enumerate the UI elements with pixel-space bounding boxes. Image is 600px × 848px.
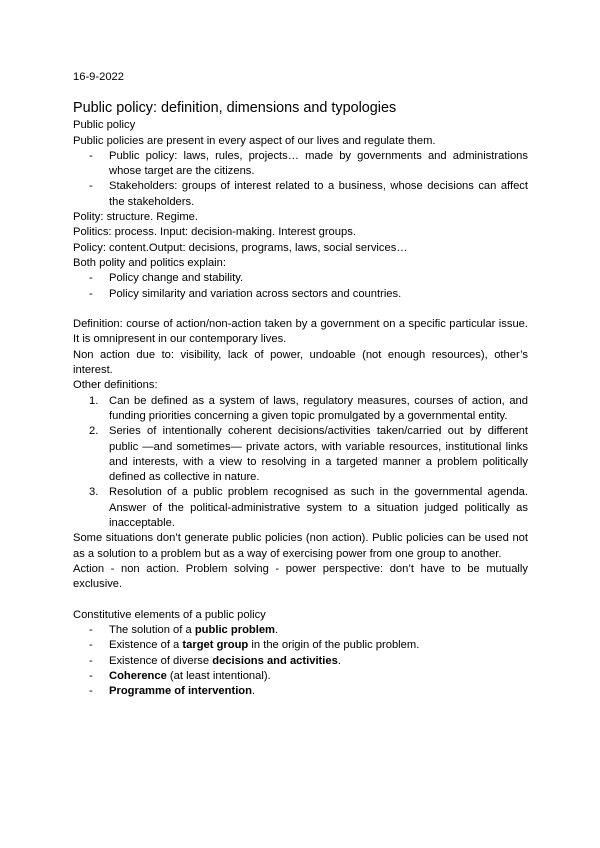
list-number: 2. xyxy=(89,425,99,438)
list-item-text: Policy change and stability. xyxy=(109,272,244,285)
list-item xyxy=(73,638,528,653)
paragraph: Polity: structure. Regime. xyxy=(73,211,198,224)
list-item-text: . xyxy=(251,685,256,698)
list-item xyxy=(73,684,528,699)
list-item xyxy=(73,179,528,210)
list-item xyxy=(73,149,528,180)
bullet-marker: - xyxy=(89,149,93,162)
document-content xyxy=(73,70,528,700)
list-item-emphasis: Programme of intervention xyxy=(109,685,252,698)
list-item xyxy=(73,271,528,286)
list-item xyxy=(73,424,528,485)
list-item xyxy=(73,623,528,638)
list-item-text: Existence of diverse xyxy=(109,654,213,667)
paragraph: Other definitions: xyxy=(73,379,158,392)
bullet-list xyxy=(73,271,528,302)
list-item-text: Resolution of a public problem recognised as such in the governmental agenda. Answer of the political-administrative system to a situation judged politically as inacceptable. xyxy=(109,486,528,530)
list-item-text: Stakeholders: groups of interest related to a business, whose decisions can affect the stakeholders. xyxy=(109,180,528,208)
list-number: 1. xyxy=(89,394,99,407)
spacer xyxy=(73,302,528,317)
bullet-marker: - xyxy=(89,685,93,698)
list-item-emphasis: decisions and activities xyxy=(212,654,338,667)
date: 16-9-2022 xyxy=(73,71,125,83)
bullet-marker: - xyxy=(89,180,93,193)
list-number: 3. xyxy=(89,486,99,499)
paragraph: Definition: course of action/non-action taken by a government on a specific particular issue. It is omnipresent in our contemporary lives. xyxy=(73,318,528,346)
bullet-marker: - xyxy=(89,287,93,300)
list-item-text: . xyxy=(337,654,341,667)
spacer xyxy=(73,593,528,608)
paragraph: Non action due to: visibility, lack of power, undoable (not enough resources), other’s interest. xyxy=(73,348,528,377)
list-item xyxy=(73,669,528,684)
list-item-text: Policy similarity and variation across sectors and countries. xyxy=(109,287,402,300)
bullet-marker: - xyxy=(89,669,93,682)
section-heading: Public policy xyxy=(73,119,136,132)
list-item-text: The solution of a xyxy=(109,624,195,637)
paragraph: Action - non action. Problem solving - power perspective: don’t have to be mutually exclusive. xyxy=(73,562,528,591)
bullet-marker: - xyxy=(89,639,93,652)
section-heading: Constitutive elements of a public policy xyxy=(73,608,266,621)
list-item-emphasis: public problem xyxy=(194,624,276,637)
paragraph: Politics: process. Input: decision-making. Interest groups. xyxy=(73,226,356,239)
list-item-text: Can be defined as a system of laws, regulatory measures, courses of action, and funding priorities concerning a given topic promulgated by a governmental entity. xyxy=(109,394,528,422)
bullet-marker: - xyxy=(89,624,93,637)
list-item-text: in the origin of the public problem. xyxy=(248,639,420,652)
bullet-list xyxy=(73,149,528,210)
list-item-text: Public policy: laws, rules, projects… made by governments and administrations whose target are the citizens. xyxy=(109,149,528,178)
list-item-text: Existence of a xyxy=(109,639,183,652)
list-item-emphasis: Coherence xyxy=(109,669,167,682)
list-item-emphasis: target group xyxy=(182,639,249,652)
paragraph: Public policies are present in every aspect of our lives and regulate them. xyxy=(73,134,436,147)
bullet-list xyxy=(73,623,528,699)
numbered-list xyxy=(73,394,528,532)
paragraph: Some situations don’t generate public policies (non action). Public policies can be used not as a solution to a problem but as a way of exercising power from one group to another. xyxy=(73,532,528,560)
list-item-text: (at least intentional). xyxy=(166,669,271,682)
page-title: Public policy: definition, dimensions and typologies xyxy=(73,100,397,117)
bullet-marker: - xyxy=(89,272,93,285)
bullet-marker: - xyxy=(89,654,93,667)
list-item xyxy=(73,485,528,531)
paragraph: Policy: content.Output: decisions, programs, laws, social services… xyxy=(73,241,408,254)
list-item xyxy=(73,287,528,302)
list-item-text: Series of intentionally coherent decisions/activities taken/carried out by different public —and sometimes— private actors, with variable resources, institutional links and interests, with a view to resolving in a targeted manner a problem politically defined as collective in nature. xyxy=(109,425,528,484)
list-item xyxy=(73,654,528,669)
paragraph: Both polity and politics explain: xyxy=(73,256,226,269)
list-item-text: . xyxy=(275,624,279,637)
list-item xyxy=(73,394,528,425)
